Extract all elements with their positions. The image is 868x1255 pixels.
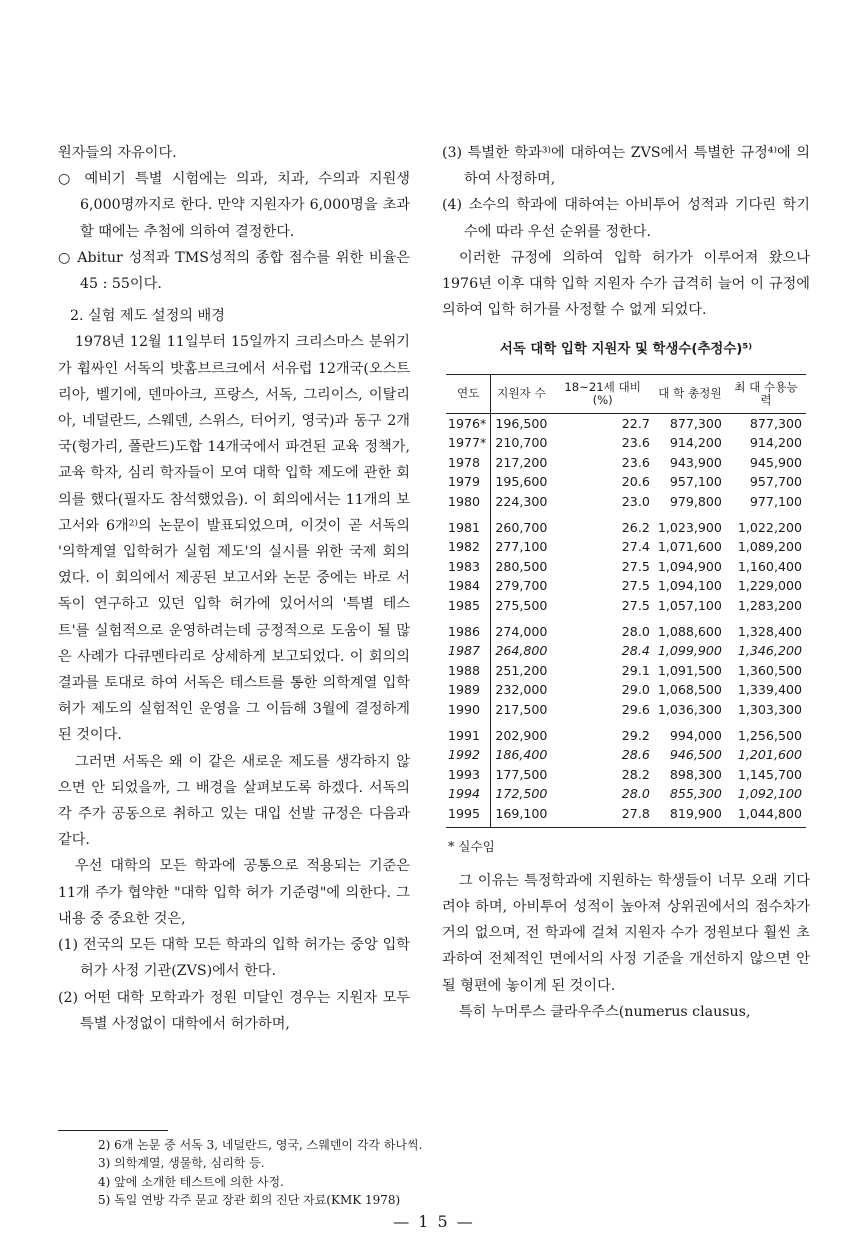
cell-ratio: 29.2 [621,727,650,743]
table-row [446,596,806,616]
cell-capacity: 1,201,600 [737,747,802,763]
cell-applicants: 169,100 [491,804,552,827]
cell-ratio: 29.0 [621,682,650,698]
cell-applicants: 217,200 [495,454,548,470]
cell-applicants: 274,000 [495,623,548,639]
cell-ratio: 28.4 [621,643,650,659]
cell-enrolled: 1,057,100 [657,597,722,613]
cell-capacity: 877,300 [749,415,802,431]
table-row [446,492,806,512]
cell-enrolled: 1,094,900 [657,558,722,574]
paragraph-reason: 그 이유는 특정학과에 지원하는 학생들이 너무 오래 기다려야 하며, 아비투어 성적이 높아져 상위권에서의 점수차가 거의 없으며, 전 학과에 걸쳐 지원자 수가 정원보다 훨씬 초과하여 전체적인 면에서의 사정 기준을 개선하지 않으면 안될 형편에 놓이게 된 것이다. [442,872,810,994]
list-item-3: (3) 특별한 학과³⁾에 대하여는 ZVS에서 특별한 규정⁴⁾에 의하여 사정하며, [442,145,810,188]
cell-year: 1985 [446,596,491,616]
paragraph-continuation: 원자들의 자유이다. [58,145,177,161]
cell-capacity: 1,089,200 [737,539,802,555]
cell-enrolled: 946,500 [669,747,722,763]
cell-year: 1994 [446,784,491,804]
cell-enrolled: 1,068,500 [657,682,722,698]
cell-capacity: 1,145,700 [737,766,802,782]
cell-applicants: 210,700 [495,435,548,451]
left-column [58,140,410,1037]
cell-capacity: 1,256,500 [737,727,802,743]
list-item-4: (4) 소수의 학과에 대하여는 아비투어 성적과 기다린 학기 수에 따라 우선 순위를 정한다. [442,197,810,240]
footnote-4: 4) 앞에 소개한 테스트에 의한 사정. [98,1174,284,1189]
table-row [446,453,806,473]
list-item-1: (1) 전국의 모든 대학 모든 학과의 입학 허가는 중앙 입학 허가 사정 기관(ZVS)에서 한다. [58,937,410,980]
cell-capacity: 1,303,300 [737,701,802,717]
cell-capacity: 977,100 [749,494,802,509]
table-row [446,804,806,827]
table-header-row [446,374,806,413]
table-row [446,641,806,661]
footnote-3: 3) 의학계열, 생물학, 심리학 등. [98,1156,265,1171]
table-title: 서독 대학 입학 지원자 및 학생수(추정수)⁵⁾ [499,342,753,358]
cell-ratio: 28.6 [621,747,650,763]
cell-applicants: 277,100 [495,539,548,555]
header-capacity: 최 대 수용능력 [726,374,806,413]
cell-applicants: 232,000 [495,682,548,698]
cell-year: 1982 [446,537,491,557]
cell-enrolled: 979,800 [669,494,722,509]
cell-ratio: 27.8 [551,804,653,827]
cell-year: 1979 [446,472,491,492]
header-ratio: 18~21세 대비 (%) [551,374,653,413]
cell-ratio: 29.1 [621,662,650,678]
table-row [446,784,806,804]
cell-year: 1991 [446,720,491,746]
cell-applicants: 279,700 [495,578,548,594]
cell-capacity: 1,328,400 [737,623,802,639]
header-enrolled: 대 학 총정원 [654,374,726,413]
cell-ratio: 23.6 [621,454,650,470]
header-applicants: 지원자 수 [491,374,552,413]
cell-capacity: 945,900 [749,454,802,470]
cell-enrolled: 819,900 [654,804,726,827]
cell-applicants: 280,500 [495,558,548,574]
cell-year: 1977* [446,433,491,453]
cell-enrolled: 1,094,100 [657,578,722,594]
cell-year: 1990 [446,700,491,720]
cell-capacity: 914,200 [749,435,802,451]
cell-enrolled: 957,100 [669,474,722,490]
cell-enrolled: 943,900 [669,454,722,470]
cell-year: 1983 [446,557,491,577]
cell-applicants: 172,500 [495,786,548,802]
cell-year: 1993 [446,765,491,785]
table-row [446,616,806,642]
table-row [446,680,806,700]
cell-ratio: 27.5 [621,558,650,574]
cell-ratio: 22.7 [621,415,650,431]
cell-ratio: 20.6 [621,474,650,490]
cell-enrolled: 914,200 [669,435,722,451]
cell-capacity: 1,044,800 [726,804,806,827]
cell-ratio: 29.6 [621,701,650,717]
cell-year: 1988 [446,661,491,681]
footnotes [98,1136,422,1210]
cell-enrolled: 1,036,300 [657,701,722,717]
cell-applicants: 195,600 [495,474,548,490]
header-year: 연도 [446,374,491,413]
cell-year: 1995 [446,804,491,827]
table-row [446,576,806,596]
bullet-score-ratio: ○ Abitur 성적과 TMS성적의 종합 점수를 위한 비율은 45 : 55이다. [58,249,410,293]
table-row [446,472,806,492]
table-note: * 실수임 [448,838,495,854]
cell-ratio: 23.0 [621,494,650,509]
cell-applicants: 196,500 [495,415,548,431]
table-row [446,413,806,433]
cell-ratio: 27.4 [621,539,650,555]
table-row [446,557,806,577]
right-column [442,140,810,1025]
cell-capacity: 1,360,500 [737,662,802,678]
page-number: — 1 5 — [393,1212,475,1231]
bullet-special-exam: ○ 예비기 특별 시험에는 의과, 치과, 수의과 지원생 6,000명까지로 한다. 만약 지원자가 6,000명을 초과 할 때에는 추첨에 의하여 결정한다. [58,171,410,240]
cell-ratio: 28.0 [621,623,650,639]
cell-enrolled: 1,023,900 [657,519,722,535]
cell-enrolled: 1,071,600 [657,539,722,555]
cell-capacity: 1,022,200 [737,519,802,535]
cell-year: 1992 [446,745,491,765]
table-row [446,661,806,681]
cell-applicants: 177,500 [495,766,548,782]
statistics-table [446,374,806,828]
paragraph-regulation: 이러한 규정에 의하여 입학 허가가 이루어져 왔으나 1976년 이후 대학 입학 지원자 수가 급격히 늘어 이 규정에 의하여 입학 허가를 사정할 수 없게 되었다. [442,249,810,319]
cell-ratio: 23.6 [621,435,650,451]
cell-enrolled: 994,000 [669,727,722,743]
footnote-5: 5) 독일 연방 각주 문교 장관 회의 진단 자료(KMK 1978) [98,1193,401,1208]
cell-applicants: 217,500 [495,701,548,717]
cell-applicants: 275,500 [495,597,548,613]
cell-capacity: 1,229,000 [737,578,802,594]
footnote-divider [58,1130,168,1131]
table-row [446,745,806,765]
cell-capacity: 957,700 [749,474,802,490]
cell-capacity: 1,283,200 [737,597,802,613]
cell-applicants: 260,700 [495,519,548,535]
cell-ratio: 28.0 [621,786,650,802]
cell-applicants: 186,400 [495,747,548,763]
cell-applicants: 224,300 [495,494,548,509]
cell-year: 1986 [446,616,491,642]
table-row [446,765,806,785]
list-item-2: (2) 어떤 대학 모학과가 정원 미달인 경우는 지원자 모두 특별 사정없이 대학에서 허가하며, [58,989,410,1032]
cell-enrolled: 1,088,600 [657,623,722,639]
section-heading: 2. 실험 제도 설정의 배경 [70,308,225,325]
table-row [446,433,806,453]
paragraph-criteria: 우선 대학의 모든 학과에 공통으로 적용되는 기준은 11개 주가 협약한 "대학 입학 허가 기준령"에 의한다. 그 내용 중 중요한 것은, [58,858,410,927]
cell-enrolled: 877,300 [669,415,722,431]
cell-capacity: 1,346,200 [737,643,802,659]
statistics-table-block [442,337,810,859]
cell-applicants: 202,900 [495,727,548,743]
table-row [446,537,806,557]
cell-ratio: 27.5 [621,597,650,613]
paragraph-numerus-clausus: 특히 누머루스 클라우주스(numerus clausus, [459,1003,751,1020]
cell-capacity: 1,160,400 [737,558,802,574]
cell-ratio: 26.2 [621,519,650,535]
table-row [446,720,806,746]
paragraph-conference: 1978년 12월 11일부터 15일까지 크리스마스 분위기가 휩싸인 서독의 밧홈브르크에서 서유럽 12개국(오스트리아, 벨기에, 덴마아크, 프랑스, 서독, 그리이스, 이탈리아, 네덜란드, 스웨덴, 스위스, 터어키, 영국)과 동구 2개국(헝가리, 폴란드)도합 14개국에서 파견된 교육 정책가, 교육 학자, 심리 학자들이 모여 대학 입학 제도에 관한 회의를 했다(필자도 참석했었음). 이 회의에서는 11개의 보고서와 6개²⁾의 논문이 발표되었으며, 이것이 곧 서독의 '의학계열 입학허가 실험 제도'의 실시를 위한 국제 회의였다. 이 회의에서 제공된 보고서와 논문 중에는 바로 서독이 연구하고 있던 입학 허가에 있어서의 '특별 테스트'를 실험적으로 운영하려는데 긍정적으로 도움이 될 많은 사례가 다큐멘타리로 상세하게 보고되었다. 이 회의의 결과를 토대로 하여 서독은 테스트를 통한 의학계열 입학 허가 제도의 실험적인 운영을 그 이듬해 3월에 결정하게 된 것이다. [58,334,410,744]
cell-ratio: 27.5 [621,578,650,594]
cell-enrolled: 855,300 [669,786,722,802]
cell-enrolled: 1,099,900 [657,643,722,659]
cell-applicants: 264,800 [495,643,548,659]
cell-year: 1989 [446,680,491,700]
cell-year: 1981 [446,512,491,538]
table-row [446,700,806,720]
cell-year: 1980 [446,492,491,512]
cell-year: 1984 [446,576,491,596]
cell-applicants: 251,200 [495,662,548,678]
footnote-2: 2) 6개 논문 중 서독 3, 네덜란드, 영국, 스웨덴이 각각 하나씩. [98,1138,423,1152]
cell-year: 1987 [446,641,491,661]
cell-year: 1978 [446,453,491,473]
cell-year: 1976* [446,413,491,433]
cell-ratio: 28.2 [621,766,650,782]
cell-capacity: 1,339,400 [737,682,802,698]
table-row [446,512,806,538]
cell-enrolled: 898,300 [669,766,722,782]
cell-capacity: 1,092,100 [737,786,802,802]
paragraph-background: 그러면 서독은 왜 이 같은 새로운 제도를 생각하지 않으면 안 되었을까, 그 배경을 살펴보도록 하겠다. 서독의 각 주가 공동으로 취하고 있는 대입 선발 규정은 다음과 같다. [58,753,410,849]
cell-enrolled: 1,091,500 [657,662,722,678]
table-body [446,413,806,827]
